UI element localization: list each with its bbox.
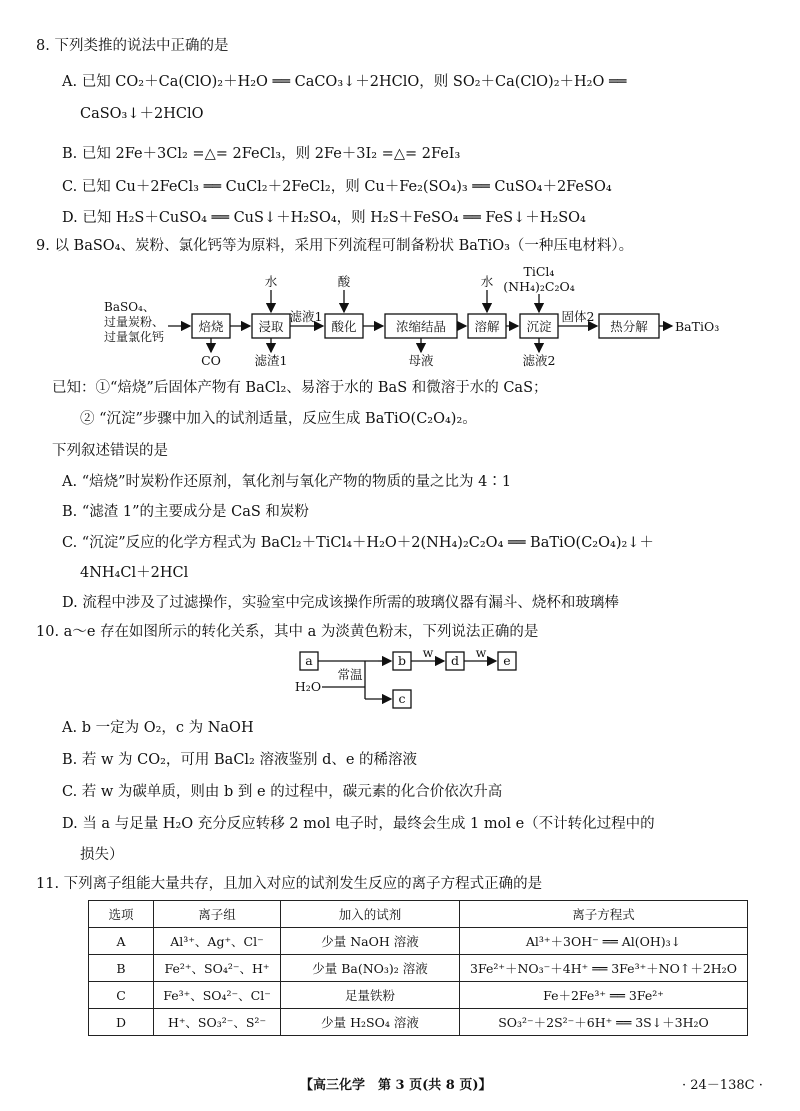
condition-room-temp: 常温	[337, 667, 363, 682]
row-d-reagent: 少量 H₂SO₄ 溶液	[281, 1009, 460, 1036]
flow-step-roast: 焙烧	[198, 319, 224, 334]
flow-step-precipitate: 沉淀	[526, 319, 552, 334]
q9-flowchart	[0, 262, 800, 380]
q8-option-c: C. 已知 Cu＋2FeCl₃ ══ CuCl₂＋2FeCl₂，则 Cu＋Fe₂(SO₄)₃ ══ CuSO₄＋2FeSO₄	[62, 179, 612, 195]
raw-material-line2: 过量炭粉、	[104, 315, 165, 329]
q8-option-a-line1: A. 已知 CO₂＋Ca(ClO)₂＋H₂O ══ CaCO₃↓＋2HClO，则 SO₂＋Ca(ClO)₂＋H₂O ══	[62, 74, 627, 90]
q8-option-a-line2: CaSO₃↓＋2HClO	[80, 106, 204, 122]
q9-stem: 9. 以 BaSO₄、炭粉、氯化钙等为原料，采用下列流程可制备粉状 BaTiO₃（一种压电材料）。	[36, 238, 634, 254]
row-c-ions: Fe³⁺、SO₄²⁻、Cl⁻	[154, 982, 281, 1009]
q9-option-b: B. “滤渣 1”的主要成分是 CaS 和炭粉	[62, 504, 309, 520]
row-d-option: D	[89, 1009, 154, 1036]
q8-stem: 8. 下列类推的说法中正确的是	[36, 38, 229, 54]
node-b: b	[397, 653, 407, 668]
q11-stem: 11. 下列离子组能大量共存，且加入对应的试剂发生反应的离子方程式正确的是	[36, 876, 543, 892]
input-ammonium-oxalate: (NH₄)₂C₂O₄	[503, 279, 575, 294]
label-solid-2: 固体2	[561, 309, 595, 324]
q9-option-c-line2: 4NH₄Cl＋2HCl	[80, 565, 189, 581]
row-c-equation: Fe＋2Fe³⁺ ══ 3Fe²⁺	[460, 982, 748, 1009]
node-e: e	[503, 653, 511, 668]
flow-step-leach: 浸取	[258, 319, 284, 334]
output-product: BaTiO₃	[675, 319, 720, 334]
input-acid: 酸	[337, 274, 351, 289]
q10-option-d-line1: D. 当 a 与足量 H₂O 充分反应转移 2 mol 电子时，最终会生成 1 mol e（不计转化过程中的	[62, 816, 655, 832]
q10-option-a: A. b 一定为 O₂，c 为 NaOH	[62, 720, 254, 736]
q10-option-c: C. 若 w 为碳单质，则由 b 到 e 的过程中，碳元素的化合价依次升高	[62, 784, 503, 800]
q10-option-d-line2: 损失）	[80, 847, 124, 863]
row-d-ions: H⁺、SO₃²⁻、S²⁻	[154, 1009, 281, 1036]
flow-step-decompose: 热分解	[610, 319, 648, 334]
row-b-option: B	[89, 955, 154, 982]
q11-table	[88, 900, 748, 1036]
row-a-ions: Al³⁺、Ag⁺、Cl⁻	[154, 928, 281, 955]
node-d: d	[450, 653, 460, 668]
output-mother-liquor: 母液	[408, 353, 434, 368]
header-ion-group: 离子组	[154, 901, 281, 928]
table-row	[89, 928, 748, 955]
table-row	[89, 955, 748, 982]
row-b-reagent: 少量 Ba(NO₃)₂ 溶液	[281, 955, 460, 982]
flow-step-dissolve: 溶解	[474, 319, 500, 334]
table-header-row	[89, 901, 748, 928]
q9-known-1: 已知：①“焙烧”后固体产物有 BaCl₂、易溶于水的 BaS 和微溶于水的 CaS；	[52, 380, 548, 396]
q9-option-c-line1: C. “沉淀”反应的化学方程式为 BaCl₂＋TiCl₄＋H₂O＋2(NH₄)₂C₂O₄ ══ BaTiO(C₂O₄)₂↓＋	[62, 535, 654, 551]
reagent-water: H₂O	[294, 679, 322, 694]
input-ticl4: TiCl₄	[523, 264, 555, 279]
row-a-option: A	[89, 928, 154, 955]
row-c-option: C	[89, 982, 154, 1009]
reagent-w-2: w	[475, 645, 487, 660]
flow-step-concentrate: 浓缩结晶	[395, 319, 447, 334]
q9-known-2: ② “沉淀”步骤中加入的试剂适量，反应生成 BaTiO(C₂O₄)₂。	[80, 411, 477, 427]
raw-material-line3: 过量氯化钙	[104, 330, 165, 344]
row-d-equation: SO₃²⁻＋2S²⁻＋6H⁺ ══ 3S↓＋3H₂O	[460, 1009, 748, 1036]
q10-diagram	[0, 642, 800, 712]
q8-option-d: D. 已知 H₂S＋CuSO₄ ══ CuS↓＋H₂SO₄，则 H₂S＋FeSO₄ ══ FeS↓＋H₂SO₄	[62, 210, 586, 226]
output-residue-1: 滤渣1	[254, 353, 288, 368]
node-c: c	[398, 691, 406, 706]
reagent-w-1: w	[422, 645, 434, 660]
label-filtrate-1: 滤液1	[289, 309, 323, 324]
output-co: CO	[201, 353, 221, 368]
row-a-equation: Al³⁺＋3OH⁻ ══ Al(OH)₃↓	[460, 928, 748, 955]
q10-stem: 10. a～e 存在如图所示的转化关系，其中 a 为淡黄色粉末，下列说法正确的是	[36, 624, 539, 640]
table-row	[89, 1009, 748, 1036]
q9-option-a: A. “焙烧”时炭粉作还原剂，氧化剂与氧化产物的物质的量之比为 4∶1	[62, 474, 512, 490]
header-reagent: 加入的试剂	[281, 901, 460, 928]
row-c-reagent: 足量铁粉	[281, 982, 460, 1009]
header-option: 选项	[89, 901, 154, 928]
row-b-equation: 3Fe²⁺＋NO₃⁻＋4H⁺ ══ 3Fe³⁺＋NO↑＋2H₂O	[460, 955, 748, 982]
output-filtrate-2: 滤液2	[522, 353, 556, 368]
node-a: a	[305, 653, 313, 668]
q9-option-d: D. 流程中涉及了过滤操作，实验室中完成该操作所需的玻璃仪器有漏斗、烧杯和玻璃棒	[62, 595, 619, 611]
q9-ask: 下列叙述错误的是	[52, 443, 168, 459]
paper-code: · 24－138C ·	[682, 1078, 763, 1093]
row-a-reagent: 少量 NaOH 溶液	[281, 928, 460, 955]
q10-option-b: B. 若 w 为 CO₂，可用 BaCl₂ 溶液鉴别 d、e 的稀溶液	[62, 752, 418, 768]
row-b-ions: Fe²⁺、SO₄²⁻、H⁺	[154, 955, 281, 982]
q8-option-b: B. 已知 2Fe＋3Cl₂ =△= 2FeCl₃，则 2Fe＋3I₂ =△= 2FeI₃	[62, 146, 461, 162]
page-footer: 【高三化学 第 3 页(共 8 页)】	[300, 1078, 492, 1093]
header-ionic-equation: 离子方程式	[460, 901, 748, 928]
flow-step-acidify: 酸化	[331, 319, 357, 334]
table-row	[89, 982, 748, 1009]
input-water-2: 水	[480, 274, 494, 289]
raw-material-line1: BaSO₄、	[104, 300, 155, 314]
input-water-1: 水	[264, 274, 278, 289]
